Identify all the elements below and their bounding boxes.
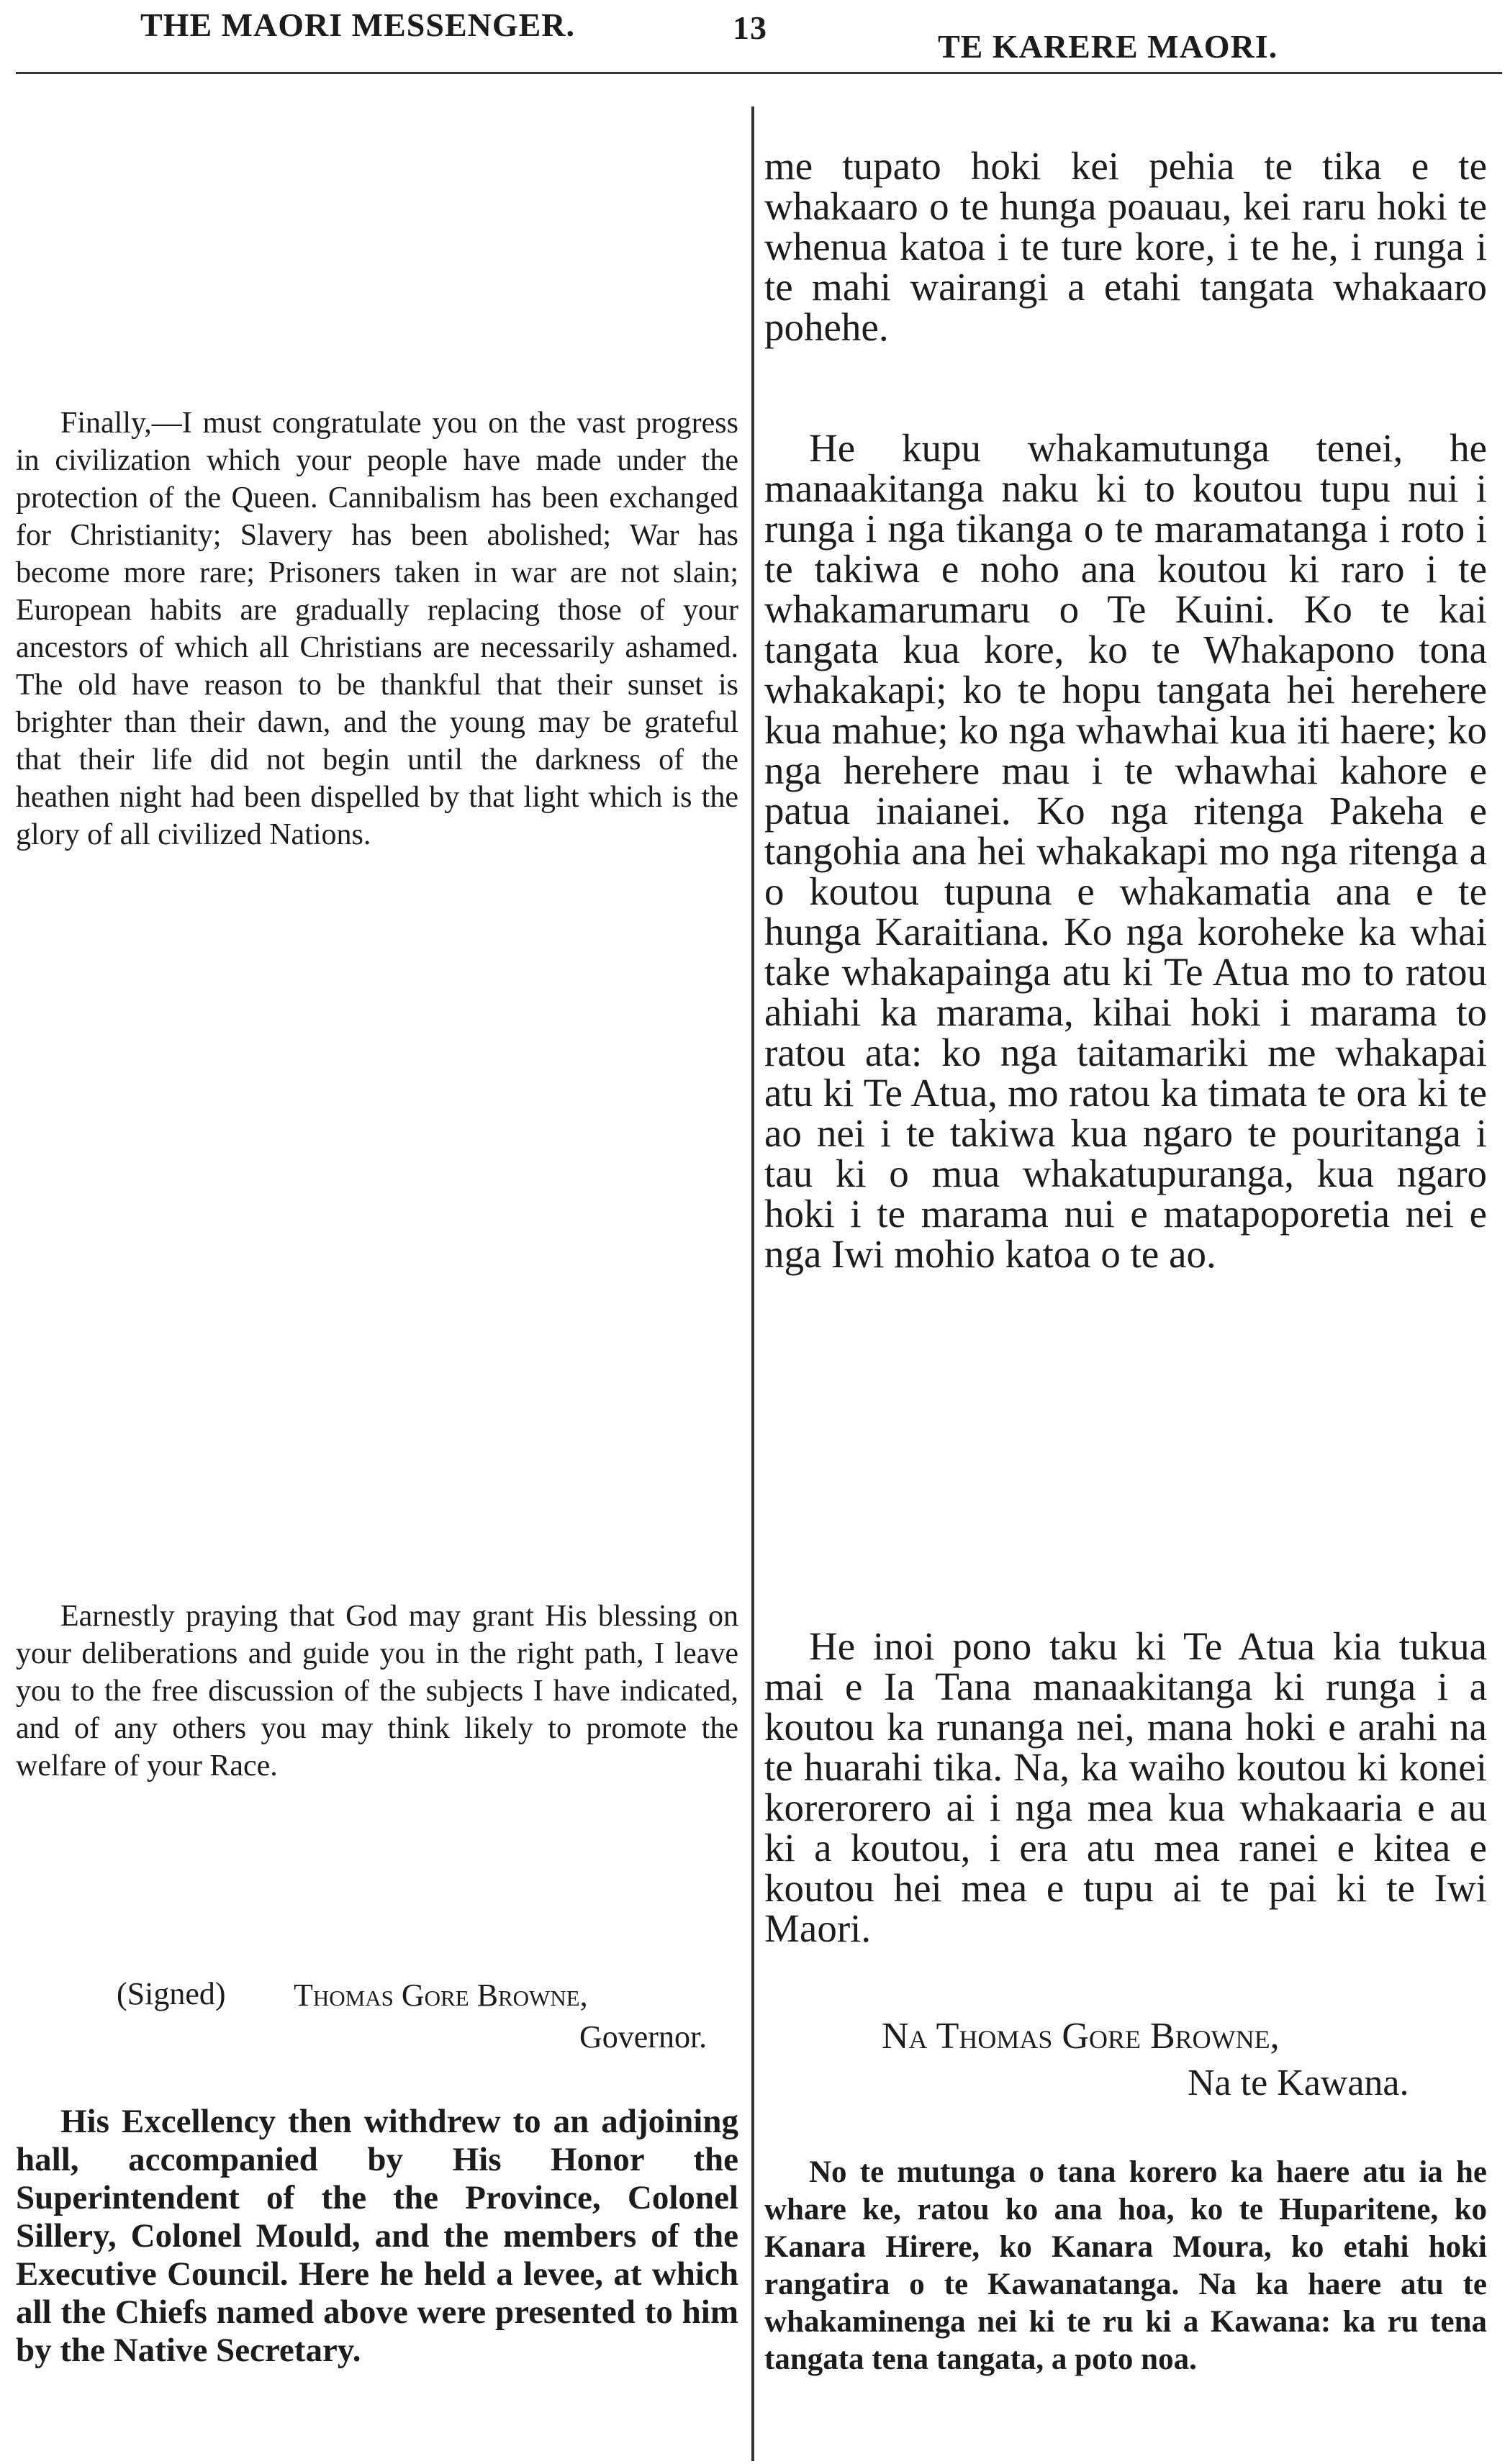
page-header bbox=[0, 0, 1510, 72]
maori-paragraph-2: He kupu whakamutunga tenei, he manaakitanga naku ki to koutou tupu nui i runga i nga tikanga o te maramatanga i roto i te takiwa e noho ana koutou ki raro i te whakamarumaru o Te Kuini. Ko te kai tangata kua kore, ko te Whakapono tona whakakapi; ko te hopu tangata hei herehere kua mahue; ko nga whawhai kua iti haere; ko nga herehere mau i te whawhai kahore e patua inaianei. Ko nga ritenga Pakeha e tangohia ana hei whakakapi mo nga ritenga a o koutou tupuna e whakamatia ana e te hunga Karaitiana. Ko nga koroheke ka whai take whakapainga atu ki Te Atua mo to ratou ahiahi ka marama, kihai hoki i marama to ratou ata: ko nga taitamariki me whakapai atu ki Te Atua, mo ratou ka timata te ora ki te ao nei i te takiwa kua ngaro te pouritanga i tau ki o mua whakatupuranga, kua ngaro hoki i te marama nui e matapoporetia nei e nga Iwi mohio katoa o te ao. bbox=[764, 426, 1487, 1276]
english-masthead: THE MAORI MESSENGER. bbox=[140, 6, 576, 43]
english-paragraph-earnestly: Earnestly praying that God may grant His blessing on your deliberations and guide you in the right path, I leave you to the free discussion of the subjects I have indicated, and of any others you may think likely to promote the welfare of your Race. bbox=[16, 1600, 738, 1783]
english-paragraph-finally: Finally,—I must congratulate you on the vast progress in civilization which your people have made under the protection of the Queen. Cannibalism has been exchanged for Christianity; Slavery has been abolished; War has become more rare; Prisoners taken in war are not slain; European habits are gradually replacing those of your ancestors of which all Christians are necessarily ashamed. The old have reason to be thankful that their sunset is brighter than their dawn, and the young may be grateful that their life did not begin until the darkness of the heathen night had been dispelled by that light which is the glory of all civilized Nations. bbox=[16, 407, 738, 851]
maori-paragraph-3: He inoi pono taku ki Te Atua kia tukua mai e Ia Tana manaakitanga ki runga i a koutou ka runanga nei, mana hoki e arahi na te huarahi tika. Na, ka waiho koutou ki konei korerorero ai i nga mea kua whakaaria e au ki a koutou, i era atu mea ranei e kitea e koutou hei mea e tupu ai te pai ki te Iwi Maori. bbox=[764, 1624, 1487, 1950]
english-signatory-title: Governor. bbox=[579, 2019, 707, 2055]
column-rule bbox=[751, 107, 754, 2461]
page-number: 13 bbox=[733, 9, 767, 46]
english-signed-label: (Signed) bbox=[117, 1976, 226, 2011]
maori-signatory: Na Thomas Gore Browne, bbox=[882, 2016, 1280, 2057]
maori-paragraph-4: No te mutunga o tana korero ka haere atu ia he whare ke, ratou ko ana hoa, ko te Huparitene, ko Kanara Hirere, ko Kanara Moura, ko etahi hoki rangatira o te Kawanatanga. Na ka haere atu te whakaminenga nei ki te ru ki a Kawana: ka ru tena tangata tena tangata, a poto noa. bbox=[764, 2155, 1487, 2376]
maori-masthead: TE KARERE MAORI. bbox=[938, 28, 1278, 65]
maori-paragraph-1: me tupato hoki kei pehia te tika e te whakaaro o te hunga poauau, kei raru hoki te whenua katoa i te ture kore, i te he, i runga i te mahi wairangi a etahi tangata whakaaro pohehe. bbox=[764, 144, 1487, 349]
english-paragraph-levee: His Excellency then withdrew to an adjoining hall, accompanied by His Honor the Superintendent of the the Province, Colonel Sillery, Colonel Mould, and the members of the Executive Council. Here he held a levee, at which all the Chiefs named above were presented to him by the Native Secretary. bbox=[16, 2103, 738, 2369]
header-rule bbox=[16, 72, 1502, 74]
maori-signatory-title: Na te Kawana. bbox=[1188, 2062, 1409, 2103]
english-signatory: Thomas Gore Browne, bbox=[294, 1978, 588, 2013]
